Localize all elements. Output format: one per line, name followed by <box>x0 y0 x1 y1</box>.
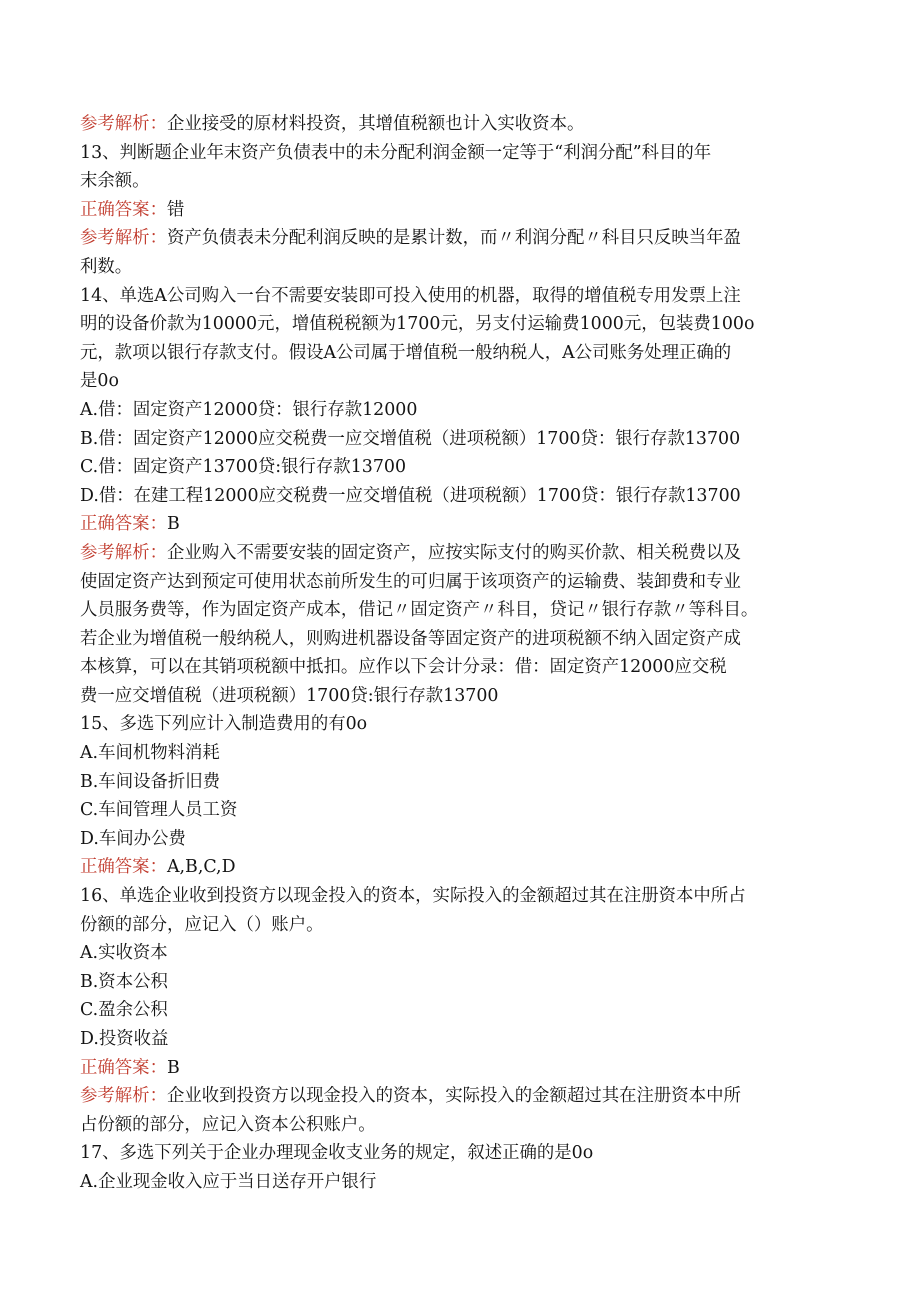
line-text: A.车间机物料消耗 <box>80 743 220 764</box>
line-text: B.借：固定资产12000应交税费一应交增值税（进项税额）1700贷：银行存款13700 <box>80 428 741 449</box>
line-text: 企业接受的原材料投资，其增值税额也计入实收资本。 <box>166 114 585 134</box>
line-text: A.企业现金收入应于当日送存开户银行 <box>80 1171 377 1192</box>
analysis-label: 参考解析： <box>80 1086 167 1107</box>
text-line <box>80 996 840 1025</box>
answer-label: 正确答案： <box>80 857 167 878</box>
text-line <box>80 911 840 940</box>
text-line <box>80 625 840 654</box>
text-line <box>80 1025 840 1054</box>
line-text: 14、单选A公司购入一台不需要安装即可投入使用的机器，取得的增值税专用发票上注 <box>80 285 741 306</box>
line-text: 元，款项以银行存款支付。假设A公司属于增值税一般纳税人，A公司账务处理正确的 <box>80 342 732 363</box>
line-text: 人员服务费等，作为固定资产成本，借记〃固定资产〃科目，贷记〃银行存款〃等科目。 <box>80 600 759 621</box>
line-text: 13、判断题企业年末资产负债表中的未分配利润金额一定等于“利润分配”科目的年 <box>80 142 712 163</box>
analysis-label: 参考解析： <box>80 228 167 249</box>
text-line <box>80 396 840 425</box>
text-line <box>80 367 840 396</box>
line-text: 利数。 <box>80 256 133 277</box>
line-text: 16、单选企业收到投资方以现金投入的资本，实际投入的金额超过其在注册资本中所占 <box>80 886 746 907</box>
answer-line <box>80 196 840 225</box>
text-line <box>80 167 840 196</box>
text-line <box>80 596 840 625</box>
analysis-line <box>80 110 840 139</box>
text-line <box>80 768 840 797</box>
text-line <box>80 253 840 282</box>
line-text: 企业购入不需要安装的固定资产，应按实际支付的购买价款、相关税费以及 <box>166 542 741 563</box>
answer-label: 正确答案： <box>80 1057 167 1078</box>
analysis-line <box>80 539 840 568</box>
line-text: B <box>166 514 180 535</box>
analysis-label: 参考解析： <box>80 114 167 134</box>
answer-line <box>80 1054 840 1083</box>
line-text: 15、多选下列应计入制造费用的有0o <box>80 714 368 735</box>
line-text: 占份额的部分，应记入资本公积账户。 <box>80 1114 376 1135</box>
text-line <box>80 796 840 825</box>
line-text: 企业收到投资方以现金投入的资本，实际投入的金额超过其在注册资本中所 <box>166 1086 741 1107</box>
answer-label: 正确答案： <box>80 514 167 535</box>
line-text: 本核算，可以在其销项税额中抵扣。应作以下会计分录：借：固定资产12000应交税 <box>80 657 727 678</box>
text-line <box>80 425 840 454</box>
text-line <box>80 968 840 997</box>
line-text: 资产负债表未分配利润反映的是累计数，而〃利润分配〃科目只反映当年盈 <box>166 228 741 249</box>
analysis-line <box>80 1082 840 1111</box>
line-text: A.借：固定资产12000贷：银行存款12000 <box>80 399 418 420</box>
text-line <box>80 882 840 911</box>
line-text: 若企业为增值税一般纳税人，则购进机器设备等固定资产的进项税额不纳入固定资产成 <box>80 628 741 649</box>
answer-label: 正确答案： <box>80 199 167 220</box>
text-line <box>80 282 840 311</box>
line-text: B.车间设备折旧费 <box>80 771 221 792</box>
document-page <box>80 110 840 1197</box>
line-text: C.车间管理人员工资 <box>80 800 238 821</box>
analysis-label: 参考解析： <box>80 542 167 563</box>
line-text: 错 <box>166 199 185 220</box>
line-text: 17、多选下列关于企业办理现金收支业务的规定，叙述正确的是0o <box>80 1143 594 1164</box>
line-text: A.实收资本 <box>80 943 168 964</box>
line-text: 使固定资产达到预定可使用状态前所发生的可归属于该项资产的运输费、装卸费和专业 <box>80 571 741 592</box>
text-line <box>80 653 840 682</box>
answer-line <box>80 853 840 882</box>
text-line <box>80 310 840 339</box>
line-text: B.资本公积 <box>80 971 168 992</box>
analysis-line <box>80 224 840 253</box>
text-line <box>80 139 840 168</box>
answer-line <box>80 510 840 539</box>
text-line <box>80 939 840 968</box>
text-line <box>80 1111 840 1140</box>
text-line <box>80 568 840 597</box>
text-line <box>80 482 840 511</box>
line-text: C.盈余公积 <box>80 1000 168 1021</box>
line-text: A,B,C,D <box>166 857 236 878</box>
line-text: 末余额。 <box>80 171 150 192</box>
text-line <box>80 739 840 768</box>
text-line <box>80 710 840 739</box>
line-text: D.借：在建工程12000应交税费一应交增值税（进项税额）1700贷：银行存款13700 <box>80 485 741 506</box>
text-line <box>80 825 840 854</box>
line-text: D.车间办公费 <box>80 828 186 849</box>
line-text: 费一应交增值税（进项税额）1700贷:银行存款13700 <box>80 685 499 706</box>
text-line <box>80 339 840 368</box>
line-text: 是0o <box>80 371 119 392</box>
text-line <box>80 682 840 711</box>
text-line <box>80 1168 840 1197</box>
line-text: C.借：固定资产13700贷:银行存款13700 <box>80 457 407 478</box>
text-line <box>80 1139 840 1168</box>
line-text: 份额的部分，应记入（）账户。 <box>80 914 324 935</box>
line-text: 明的设备价款为10000元，增值税税额为1700元，另支付运输费1000元，包装费100o <box>80 314 755 335</box>
text-line <box>80 453 840 482</box>
line-text: D.投资收益 <box>80 1029 169 1049</box>
line-text: B <box>166 1057 180 1078</box>
